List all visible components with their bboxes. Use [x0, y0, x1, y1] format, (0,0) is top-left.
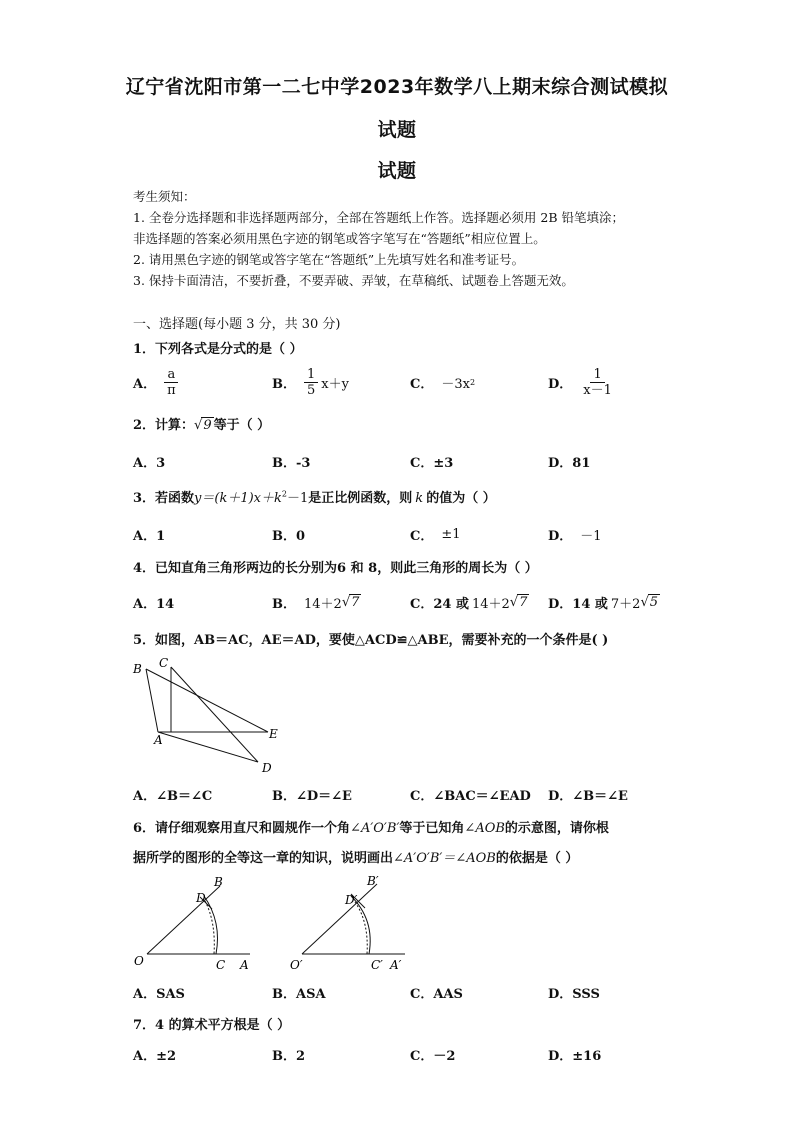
q4-stem: 4．已知直角三角形两边的长分别为6 和 8，则此三角形的周长为（ ）: [133, 561, 538, 576]
q6-f1-label-o: O: [134, 954, 144, 968]
q4-b-radicand: 7: [351, 595, 360, 610]
q6-stem-line2: [133, 847, 578, 866]
q6-stem-line1: [133, 817, 609, 836]
q6-option-b[interactable]: B．ASA: [272, 986, 326, 1002]
q4-option-a[interactable]: A．14: [133, 596, 175, 612]
q6-f1-ray-ob: [147, 886, 220, 954]
q5-segment-be: [146, 669, 268, 732]
q4-option-d[interactable]: [548, 587, 660, 617]
q5-segment-cd: [171, 667, 258, 762]
q7-options: [133, 1039, 693, 1069]
q2-option-a[interactable]: A．3: [133, 455, 166, 471]
section-heading: 一、选择题(每小题 3 分，共 30 分): [133, 317, 341, 332]
q6-line2-equation: ∠A′O′B′＝∠AOB: [393, 851, 496, 866]
q3-d-label: D．: [548, 528, 573, 544]
q6-option-c[interactable]: C．AAS: [410, 986, 463, 1002]
q3-option-d[interactable]: [548, 519, 602, 549]
q4-c-label: C．24 或: [410, 596, 469, 612]
q6-line1-angle2: ∠AOB: [464, 821, 505, 836]
notice-item-1: 1. 全卷分选择题和非选择题两部分，全部在答题纸上作答。选择题必须用 2B 铅笔填涂；: [133, 210, 624, 225]
q6-line2-post: 的依据是（ ）: [495, 851, 579, 866]
q3-option-c[interactable]: [410, 519, 461, 549]
q6-f2-dashed-arc: [355, 902, 367, 954]
q1-d-label: D．: [548, 376, 573, 392]
q6-options: [133, 977, 693, 1007]
q4-c-pre: 14＋2: [471, 596, 510, 612]
q6-f1-label-c: C: [216, 958, 226, 972]
q4-d-radicand: 5: [649, 595, 659, 610]
q6-line1-pre: 6．请仔细观察用直尺和圆规作一个角: [133, 821, 351, 836]
q7-option-b[interactable]: B．2: [272, 1048, 306, 1064]
notice-item-3: 3. 保持卡面清洁，不要折叠，不要弄破、弄皱，在草稿纸、试题卷上答题无效。: [133, 273, 574, 288]
q3-stem-mid: 是正比例函数，则: [308, 491, 413, 506]
q4-b-pre: 14＋2: [304, 596, 342, 612]
q1-option-b[interactable]: [272, 367, 349, 397]
q3-option-a[interactable]: A．1: [133, 528, 166, 544]
q6-f2-label-b: B′: [367, 874, 379, 888]
q3-c-label: C．: [410, 528, 434, 544]
q4-c-radicand: 7: [519, 595, 528, 610]
exam-title-line3: 试题: [377, 160, 417, 182]
q5-stem: 5．如图，AB＝AC，AE＝AD，要使△ACD≌△ABE，需要补充的一个条件是( ): [133, 633, 609, 648]
q4-d-pre: 7＋2: [610, 596, 641, 612]
q1-a-fraction: [164, 367, 179, 398]
q1-b-rest: x＋y: [321, 376, 349, 392]
q1-c-text: －3x: [441, 376, 470, 392]
q1-b-den: 5: [307, 382, 316, 398]
q5-segment-ad: [158, 732, 258, 762]
q3-stem-fn2: －1: [287, 491, 309, 506]
q7-stem: 7．4 的算术平方根是（ ）: [133, 1018, 291, 1033]
radical-sign: √: [509, 594, 519, 610]
q1-option-c[interactable]: [410, 367, 475, 397]
q5-option-d[interactable]: D．∠B＝∠E: [548, 788, 628, 804]
q7-option-a[interactable]: A．±2: [133, 1048, 177, 1064]
q6-option-d[interactable]: D．SSS: [548, 986, 600, 1002]
q2-option-c[interactable]: C．±3: [410, 455, 454, 471]
notice-item-1-cont: 非选择题的答案必须用黑色字迹的钢笔或答字笔写在“答题纸”相应位置上。: [133, 231, 546, 246]
q1-a-label: A．: [133, 376, 157, 392]
q6-line1-post: 的示意图，请你根: [504, 821, 609, 836]
q5-option-b[interactable]: B．∠D＝∠E: [272, 788, 352, 804]
q2-stem-radicand: 9: [203, 418, 212, 433]
q6-f2-label-o: O′: [290, 958, 303, 972]
q6-f2-ray-ob: [302, 884, 377, 954]
q6-figure-1: [130, 872, 260, 977]
q2-stem-post: 等于（ ）: [213, 418, 271, 433]
q1-d-den: x－1: [583, 382, 612, 398]
q6-line1-mid: 等于已知角: [399, 821, 465, 836]
q1-a-num: a: [164, 367, 178, 383]
q6-f1-label-a: A: [240, 958, 249, 972]
q3-stem-pre: 3．若函数: [133, 491, 195, 506]
q1-option-d[interactable]: [548, 367, 615, 397]
q4-option-b[interactable]: [272, 587, 361, 617]
q6-f1-arc: [204, 896, 218, 954]
q3-stem-sup: 2: [281, 489, 287, 499]
q1-option-a[interactable]: [133, 367, 179, 397]
q2-options: [133, 446, 693, 476]
q6-f1-label-d: D: [196, 891, 206, 905]
radical-sign: √: [640, 594, 649, 610]
q5-label-d: D: [262, 761, 272, 775]
q6-line2-pre: 据所学的图形的全等这一章的知识，说明画出: [133, 851, 394, 866]
q4-option-c[interactable]: [410, 587, 529, 617]
q5-label-e: E: [269, 727, 278, 741]
q7-option-d[interactable]: D．±16: [548, 1048, 602, 1064]
q1-stem: 1．下列各式是分式的是（ ）: [133, 342, 303, 357]
q4-options: [133, 587, 693, 617]
notice-item-2: 2. 请用黑色字迹的钢笔或答字笔在“答题纸”上先填写姓名和准考证号。: [133, 252, 525, 267]
q1-b-fraction: [304, 367, 318, 398]
q2-stem-pre: 2．计算：: [133, 418, 195, 433]
q5-label-c: C: [159, 656, 169, 670]
q1-options: [133, 367, 693, 397]
q1-d-fraction: [580, 367, 615, 398]
q2-stem: [133, 414, 270, 433]
radical-sign: √: [194, 418, 203, 433]
q1-a-den: π: [167, 382, 176, 398]
q3-stem-fn: y＝(k＋1)x＋k: [194, 491, 282, 506]
q1-b-label: B．: [272, 376, 296, 392]
q6-f2-label-c: C′: [371, 958, 383, 972]
q3-d-val: －1: [580, 528, 602, 544]
q5-label-b: B: [133, 662, 142, 676]
radical-sign: √: [341, 594, 351, 610]
q3-stem: [133, 487, 496, 506]
q6-line1-angle1: ∠A′O′B′: [350, 821, 400, 836]
exam-title-line2: 试题: [377, 119, 417, 141]
q5-label-a: A: [154, 733, 163, 747]
q1-c-sup: 2: [469, 377, 476, 387]
q1-b-num: 1: [304, 367, 318, 383]
q5-option-c[interactable]: C．∠BAC＝∠EAD: [410, 788, 531, 804]
q6-f1-dashed-arc: [205, 901, 214, 954]
q3-option-b[interactable]: B．0: [272, 528, 306, 544]
q3-options: [133, 519, 693, 549]
q5-option-a[interactable]: A．∠B＝∠C: [133, 788, 213, 804]
notice-heading: 考生须知：: [133, 189, 196, 204]
q4-d-label: D．14 或: [548, 596, 608, 612]
q6-figure-2: [285, 872, 415, 977]
exam-title-line1: 辽宁省沈阳市第一二七中学2023年数学八上期末综合测试模拟: [125, 76, 669, 98]
q1-d-num: 1: [590, 367, 604, 383]
q7-option-c[interactable]: C．－2: [410, 1048, 456, 1064]
q5-segment-ab: [146, 669, 158, 732]
q6-f2-label-a: A′: [390, 958, 402, 972]
q6-f1-label-b: B: [214, 875, 223, 889]
q3-stem-post: 的值为（ ）: [426, 491, 496, 506]
q6-f2-label-d: D′: [345, 893, 358, 907]
q5-figure: [128, 652, 288, 777]
q2-option-b[interactable]: B．-3: [272, 455, 311, 471]
q4-b-label: B．: [272, 596, 296, 612]
q2-option-d[interactable]: D．81: [548, 455, 591, 471]
q3-c-val: ±1: [441, 526, 461, 542]
q5-options: [133, 779, 693, 809]
q1-c-label: C．: [410, 376, 434, 392]
q3-stem-k: k: [415, 491, 424, 506]
q6-option-a[interactable]: A．SAS: [133, 986, 185, 1002]
